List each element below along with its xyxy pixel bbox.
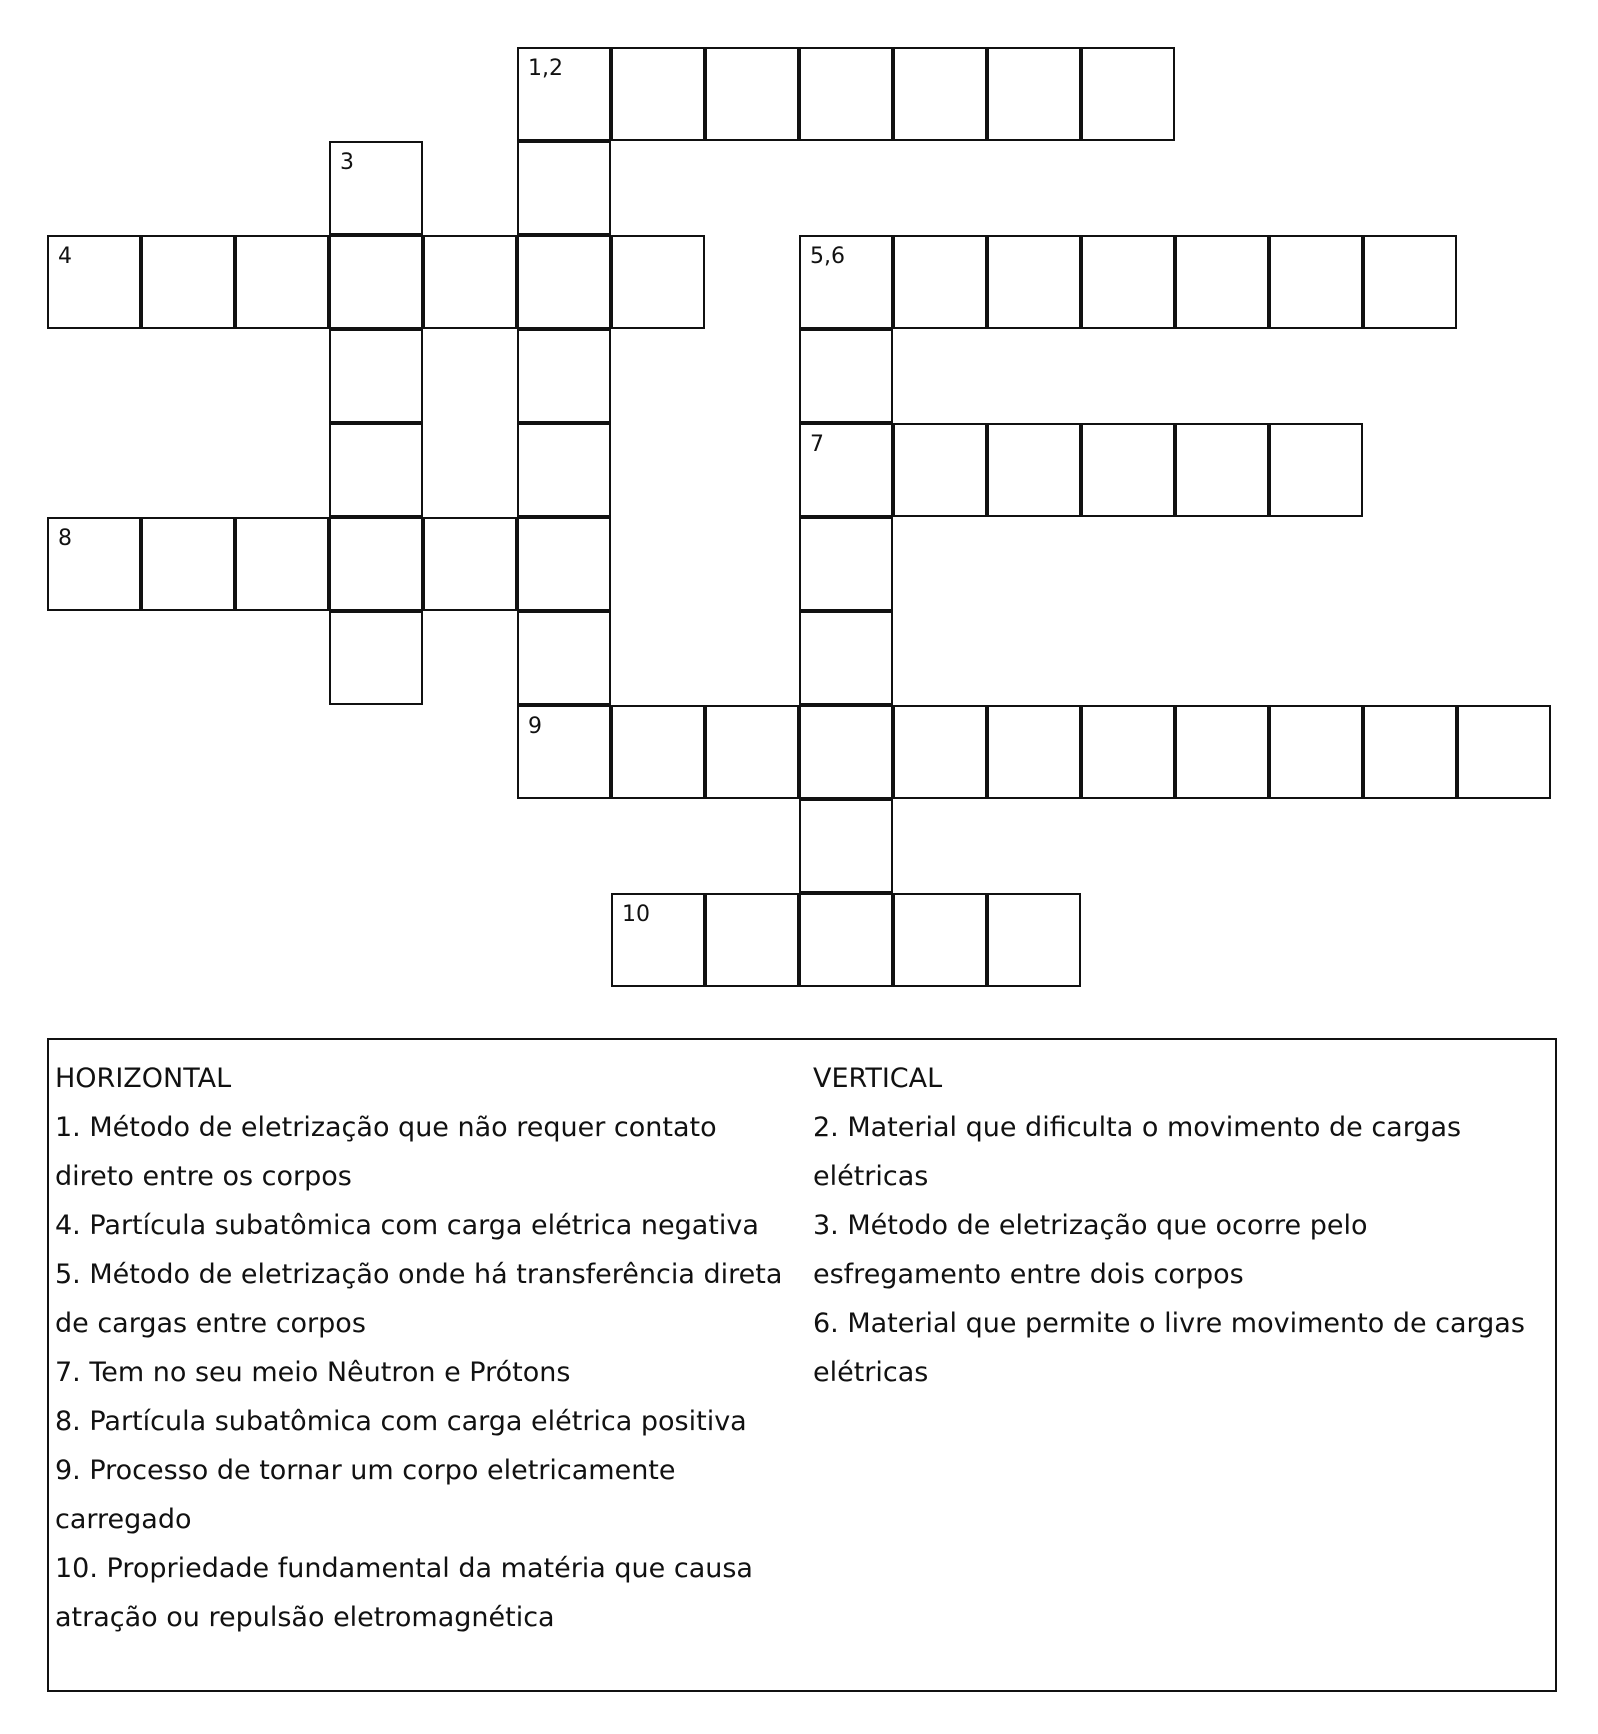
grid-cell[interactable]	[799, 235, 893, 329]
grid-cell[interactable]	[329, 141, 423, 235]
clue-7: 7. Tem no seu meio Nêutron e Prótons	[55, 1357, 571, 1388]
grid-cell[interactable]	[517, 329, 611, 423]
grid-cell[interactable]	[517, 47, 611, 141]
clue-number: 9	[528, 714, 542, 739]
clue-8: 8. Partícula subatômica com carga elétrica positiva	[55, 1406, 747, 1437]
grid-cell[interactable]	[235, 517, 329, 611]
grid-cell[interactable]	[1269, 423, 1363, 517]
grid-cell[interactable]	[329, 611, 423, 705]
vertical-clues	[813, 1054, 1553, 1397]
clues-box	[47, 1038, 1557, 1692]
grid-cell[interactable]	[423, 235, 517, 329]
grid-cell[interactable]	[705, 893, 799, 987]
grid-cell[interactable]	[893, 235, 987, 329]
horizontal-clues	[55, 1054, 795, 1642]
grid-cell[interactable]	[799, 329, 893, 423]
grid-cell[interactable]	[141, 517, 235, 611]
grid-cell[interactable]	[1269, 705, 1363, 799]
grid-cell[interactable]	[141, 235, 235, 329]
clue-number: 3	[340, 150, 354, 175]
grid-cell[interactable]	[517, 517, 611, 611]
clue-6: 6. Material que permite o livre movimento de cargas elétricas	[813, 1308, 1525, 1388]
vertical-heading: VERTICAL	[813, 1063, 943, 1094]
grid-cell[interactable]	[611, 235, 705, 329]
grid-cell[interactable]	[1081, 705, 1175, 799]
grid-cell[interactable]	[987, 893, 1081, 987]
grid-cell[interactable]	[1363, 235, 1457, 329]
grid-cell[interactable]	[1081, 47, 1175, 141]
grid-cell[interactable]	[987, 705, 1081, 799]
grid-cell[interactable]	[517, 423, 611, 517]
grid-cell[interactable]	[893, 423, 987, 517]
grid-cell[interactable]	[705, 47, 799, 141]
grid-cell[interactable]	[47, 235, 141, 329]
clue-10: 10. Propriedade fundamental da matéria que causa atração ou repulsão eletromagnética	[55, 1553, 753, 1633]
horizontal-heading: HORIZONTAL	[55, 1063, 232, 1094]
clue-number: 4	[58, 244, 72, 269]
grid-cell[interactable]	[705, 705, 799, 799]
grid-cell[interactable]	[799, 705, 893, 799]
clue-number: 1,2	[528, 56, 563, 81]
grid-cell[interactable]	[1175, 705, 1269, 799]
grid-cell[interactable]	[517, 141, 611, 235]
clue-3: 3. Método de eletrização que ocorre pelo esfregamento entre dois corpos	[813, 1210, 1368, 1290]
grid-cell[interactable]	[987, 235, 1081, 329]
grid-cell[interactable]	[1457, 705, 1551, 799]
clue-1: 1. Método de eletrização que não requer contato direto entre os corpos	[55, 1112, 717, 1192]
grid-cell[interactable]	[329, 517, 423, 611]
grid-cell[interactable]	[47, 517, 141, 611]
grid-cell[interactable]	[329, 423, 423, 517]
grid-cell[interactable]	[329, 235, 423, 329]
clue-number: 8	[58, 526, 72, 551]
grid-cell[interactable]	[799, 47, 893, 141]
grid-cell[interactable]	[1081, 235, 1175, 329]
clue-4: 4. Partícula subatômica com carga elétrica negativa	[55, 1210, 759, 1241]
grid-cell[interactable]	[893, 705, 987, 799]
grid-cell[interactable]	[611, 47, 705, 141]
clue-number: 10	[622, 902, 650, 927]
grid-cell[interactable]	[517, 611, 611, 705]
grid-cell[interactable]	[1363, 705, 1457, 799]
grid-cell[interactable]	[987, 423, 1081, 517]
grid-cell[interactable]	[799, 893, 893, 987]
grid-cell[interactable]	[517, 235, 611, 329]
clue-5: 5. Método de eletrização onde há transferência direta de cargas entre corpos	[55, 1259, 783, 1339]
grid-cell[interactable]	[799, 423, 893, 517]
clue-9: 9. Processo de tornar um corpo eletricamente carregado	[55, 1455, 676, 1535]
grid-cell[interactable]	[1081, 423, 1175, 517]
grid-cell[interactable]	[423, 517, 517, 611]
grid-cell[interactable]	[799, 799, 893, 893]
grid-cell[interactable]	[799, 517, 893, 611]
grid-cell[interactable]	[987, 47, 1081, 141]
grid-cell[interactable]	[893, 47, 987, 141]
grid-cell[interactable]	[235, 235, 329, 329]
grid-cell[interactable]	[329, 329, 423, 423]
grid-cell[interactable]	[611, 705, 705, 799]
grid-cell[interactable]	[1175, 235, 1269, 329]
grid-cell[interactable]	[893, 893, 987, 987]
grid-cell[interactable]	[611, 893, 705, 987]
clue-number: 5,6	[810, 244, 845, 269]
clue-number: 7	[810, 432, 824, 457]
clue-2: 2. Material que dificulta o movimento de cargas elétricas	[813, 1112, 1462, 1192]
grid-cell[interactable]	[799, 611, 893, 705]
grid-cell[interactable]	[1269, 235, 1363, 329]
grid-cell[interactable]	[1175, 423, 1269, 517]
grid-cell[interactable]	[517, 705, 611, 799]
